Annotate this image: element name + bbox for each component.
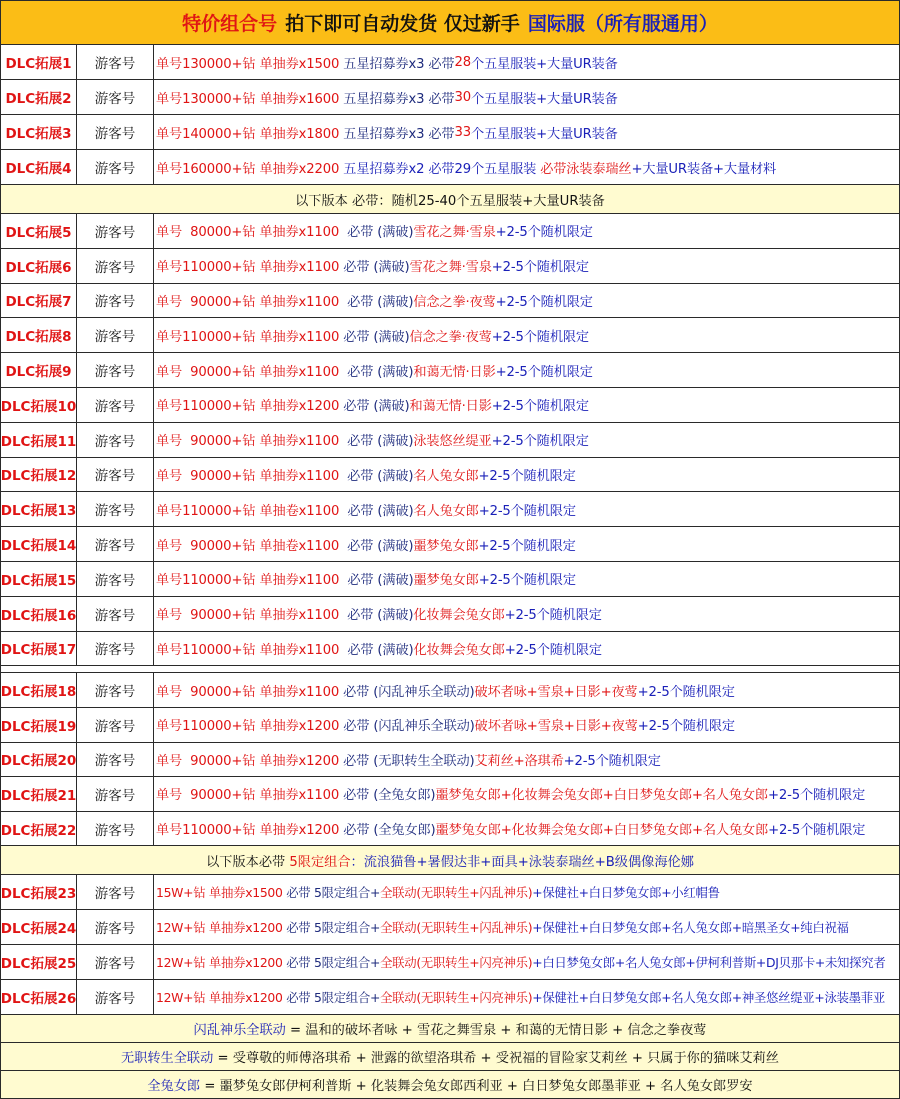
table-row bbox=[0, 743, 900, 778]
package-description bbox=[154, 45, 899, 79]
account-type: 游客号 bbox=[77, 249, 154, 283]
desc-highlight: 和蔼无情·日影 bbox=[409, 399, 492, 415]
desc-guarantee: 必带 5限定组合+ bbox=[282, 920, 381, 936]
desc-price: 单号 90000+钻 单抽券x1100 bbox=[156, 684, 340, 700]
desc-price: 单号140000+钻 单抽券x1800 bbox=[156, 126, 340, 142]
table-row bbox=[0, 632, 900, 667]
legend-row bbox=[0, 1043, 900, 1071]
package-name: DLC拓展3 bbox=[1, 115, 77, 149]
account-type: 游客号 bbox=[77, 492, 154, 526]
table-row bbox=[0, 875, 900, 910]
account-type: 游客号 bbox=[77, 673, 154, 707]
package-name: DLC拓展4 bbox=[1, 150, 77, 184]
desc-price: 单号 90000+钻 单抽券x1100 bbox=[156, 468, 340, 484]
desc-price: 15W+钻 单抽券x1500 bbox=[156, 885, 283, 901]
legend-row bbox=[0, 1071, 900, 1099]
account-type: 游客号 bbox=[77, 875, 154, 909]
package-description bbox=[154, 115, 899, 149]
package-description bbox=[154, 458, 899, 492]
title-main: 拍下即可自动发货 仅过新手 bbox=[285, 13, 520, 35]
desc-extra: 个五星服装+大量UR装备 bbox=[470, 56, 618, 72]
desc-extra: +大量UR装备+大量材料 bbox=[631, 161, 777, 177]
table-row bbox=[0, 45, 900, 80]
desc-price: 单号 90000+钻 单抽券x1100 bbox=[156, 608, 340, 624]
desc-extra: +2-5个随机限定 bbox=[637, 684, 735, 700]
package-name: DLC拓展12 bbox=[1, 458, 77, 492]
account-type: 游客号 bbox=[77, 910, 154, 944]
table-row bbox=[0, 812, 900, 847]
desc-extra: +2-5个随机限定 bbox=[495, 364, 593, 380]
account-type: 游客号 bbox=[77, 388, 154, 422]
desc-guarantee: 必带 (全兔女郎) bbox=[339, 788, 436, 804]
desc-highlight: 名人兔女郎 bbox=[413, 503, 479, 519]
package-name: DLC拓展22 bbox=[1, 812, 77, 846]
note-banner: 以下版本 必带：随机25-40个五星服装+大量UR装备 bbox=[0, 185, 900, 214]
desc-guarantee: 必带 (满破) bbox=[339, 468, 414, 484]
desc-extra: +2-5个随机限定 bbox=[504, 642, 602, 658]
desc-price: 单号130000+钻 单抽券x1600 bbox=[156, 91, 340, 107]
package-name: DLC拓展13 bbox=[1, 492, 77, 526]
legend-text: = 噩梦兔女郎伊柯利普斯 + 化装舞会兔女郎西利亚 + 白日梦兔女郎墨菲亚 + 名人兔女郎罗安 bbox=[200, 1078, 753, 1094]
table-row bbox=[0, 353, 900, 388]
package-description bbox=[154, 597, 899, 631]
package-description bbox=[154, 777, 899, 811]
desc-extra: +2-5个随机限定 bbox=[491, 399, 589, 415]
desc-guarantee: 必带 5限定组合+ bbox=[282, 885, 381, 901]
package-name: DLC拓展10 bbox=[1, 388, 77, 422]
desc-extra: +2-5个随机限定 bbox=[504, 608, 602, 624]
package-description bbox=[154, 673, 899, 707]
desc-guarantee: 必带 (满破) bbox=[339, 260, 410, 276]
package-name: DLC拓展8 bbox=[1, 318, 77, 352]
account-type: 游客号 bbox=[77, 562, 154, 596]
account-type: 游客号 bbox=[77, 743, 154, 777]
package-name: DLC拓展5 bbox=[1, 214, 77, 248]
account-type: 游客号 bbox=[77, 80, 154, 114]
account-type: 游客号 bbox=[77, 632, 154, 666]
desc-extra: +2-5个随机限定 bbox=[495, 294, 593, 310]
desc-price: 单号160000+钻 单抽券x2200 bbox=[156, 161, 340, 177]
desc-guarantee: 必带 (满破) bbox=[339, 503, 414, 519]
desc-guarantee: 必带 5限定组合+ bbox=[282, 954, 381, 970]
table-row bbox=[0, 423, 900, 458]
desc-price: 单号110000+钻 单抽卷x1100 bbox=[156, 503, 340, 519]
package-name: DLC拓展26 bbox=[1, 980, 77, 1014]
desc-extra: +2-5个随机限定 bbox=[768, 823, 866, 839]
package-name: DLC拓展25 bbox=[1, 945, 77, 979]
desc-price: 12W+钻 单抽券x1200 bbox=[156, 989, 283, 1005]
table-row bbox=[0, 150, 900, 185]
desc-highlight: 信念之拳·夜莺 bbox=[409, 329, 492, 345]
package-name: DLC拓展2 bbox=[1, 80, 77, 114]
desc-extra: +保健社+白日梦兔女郎+小红帽鲁 bbox=[532, 885, 720, 901]
table-row bbox=[0, 910, 900, 945]
package-name: DLC拓展1 bbox=[1, 45, 77, 79]
desc-guarantee: 必带 (满破) bbox=[339, 364, 414, 380]
package-description bbox=[154, 353, 899, 387]
desc-extra: +2-5个随机限定 bbox=[495, 225, 593, 241]
desc-extra: 个五星服装+大量UR装备 bbox=[470, 91, 618, 107]
package-description bbox=[154, 388, 899, 422]
desc-highlight: 33 bbox=[454, 124, 471, 140]
package-name: DLC拓展18 bbox=[1, 673, 77, 707]
desc-highlight: 28 bbox=[454, 54, 471, 70]
divider bbox=[0, 666, 900, 673]
desc-guarantee: 必带 (全兔女郎) bbox=[339, 823, 436, 839]
table-row bbox=[0, 115, 900, 150]
table-row bbox=[0, 284, 900, 319]
desc-extra: +保健社+白日梦兔女郎+名人兔女郎+暗黑圣女+纯白祝福 bbox=[532, 920, 849, 936]
package-name: DLC拓展20 bbox=[1, 743, 77, 777]
account-type: 游客号 bbox=[77, 597, 154, 631]
package-description bbox=[154, 910, 899, 944]
desc-highlight: 化妆舞会兔女郎 bbox=[413, 642, 505, 658]
sheet-title bbox=[0, 0, 900, 45]
package-description bbox=[154, 708, 899, 742]
desc-guarantee: 五星招募券x3 必带 bbox=[339, 91, 455, 107]
desc-guarantee: 必带 (满破) bbox=[339, 608, 414, 624]
table-row bbox=[0, 214, 900, 249]
package-name: DLC拓展23 bbox=[1, 875, 77, 909]
desc-guarantee: 必带 (无职转生全联动) bbox=[339, 753, 475, 769]
desc-guarantee: 必带 (满破) bbox=[339, 434, 414, 450]
desc-highlight: 泳装悠丝缇亚 bbox=[413, 434, 492, 450]
account-type: 游客号 bbox=[77, 458, 154, 492]
desc-price: 单号110000+钻 单抽券x1100 bbox=[156, 573, 340, 589]
package-description bbox=[154, 562, 899, 596]
desc-guarantee: 五星招募券x3 必带 bbox=[339, 126, 455, 142]
desc-price: 单号 90000+钻 单抽券x1100 bbox=[156, 434, 340, 450]
account-type: 游客号 bbox=[77, 115, 154, 149]
desc-extra: +2-5个随机限定 bbox=[478, 503, 576, 519]
legend-key: 全兔女郎 bbox=[147, 1078, 201, 1094]
desc-extra: +2-5个随机限定 bbox=[563, 753, 661, 769]
package-description bbox=[154, 812, 899, 846]
account-type: 游客号 bbox=[77, 777, 154, 811]
desc-extra: +保健社+白日梦兔女郎+名人兔女郎+神圣悠丝缇亚+泳装墨菲亚 bbox=[532, 989, 885, 1005]
desc-extra: +2-5个随机限定 bbox=[478, 468, 576, 484]
legend bbox=[0, 1015, 900, 1099]
table-row bbox=[0, 80, 900, 115]
table-row bbox=[0, 980, 900, 1015]
desc-guarantee: 必带 (满破) bbox=[339, 294, 414, 310]
desc-highlight: 噩梦兔女郎 bbox=[413, 538, 479, 554]
account-type: 游客号 bbox=[77, 423, 154, 457]
desc-price: 单号110000+钻 单抽券x1200 bbox=[156, 823, 340, 839]
package-description bbox=[154, 423, 899, 457]
desc-extra: +2-5个随机限定 bbox=[478, 573, 576, 589]
desc-extra: +2-5个随机限定 bbox=[478, 538, 576, 554]
package-name: DLC拓展14 bbox=[1, 527, 77, 561]
desc-guarantee: 必带 (闪乱神乐全联动) bbox=[339, 719, 475, 735]
title-highlight: 特价组合号 bbox=[182, 13, 278, 35]
table-row bbox=[0, 249, 900, 284]
desc-highlight: 破坏者咏+雪泉+日影+夜莺 bbox=[474, 719, 638, 735]
package-description bbox=[154, 284, 899, 318]
desc-highlight: 全联动(无职转生+闪亮神乐) bbox=[380, 954, 533, 970]
desc-highlight: 噩梦兔女郎+化妆舞会兔女郎+白日梦兔女郎+名人兔女郎 bbox=[435, 823, 769, 839]
desc-highlight: 名人兔女郎 bbox=[413, 468, 479, 484]
package-description bbox=[154, 980, 899, 1014]
desc-price: 单号110000+钻 单抽券x1100 bbox=[156, 642, 340, 658]
table-row bbox=[0, 318, 900, 353]
desc-guarantee: 必带 (闪乱神乐全联动) bbox=[339, 684, 475, 700]
account-type: 游客号 bbox=[77, 45, 154, 79]
package-name: DLC拓展7 bbox=[1, 284, 77, 318]
desc-extra: 个五星服装+大量UR装备 bbox=[470, 126, 618, 142]
desc-price: 单号 90000+钻 单抽券x1200 bbox=[156, 753, 340, 769]
package-description bbox=[154, 527, 899, 561]
desc-highlight: 化妆舞会兔女郎 bbox=[413, 608, 505, 624]
package-description bbox=[154, 743, 899, 777]
desc-extra: +2-5个随机限定 bbox=[491, 434, 589, 450]
desc-guarantee: 必带 (满破) bbox=[339, 329, 410, 345]
package-name: DLC拓展15 bbox=[1, 562, 77, 596]
legend-text: = 温和的破坏者咏 + 雪花之舞雪泉 + 和蔼的无情日影 + 信念之拳夜莺 bbox=[285, 1022, 707, 1038]
package-name: DLC拓展9 bbox=[1, 353, 77, 387]
desc-guarantee: 五星招募券x2 必带29个五星服装 bbox=[339, 161, 541, 177]
package-description bbox=[154, 632, 899, 666]
group-b bbox=[0, 214, 900, 666]
desc-highlight: 全联动(无职转生+闪乱神乐) bbox=[380, 920, 533, 936]
desc-highlight: 艾莉丝+洛琪希 bbox=[474, 753, 564, 769]
note-label: 以下版本必带 bbox=[206, 854, 290, 870]
legend-key: 闪乱神乐全联动 bbox=[193, 1022, 286, 1038]
account-type: 游客号 bbox=[77, 150, 154, 184]
account-type: 游客号 bbox=[77, 527, 154, 561]
legend-text: = 受尊敬的师傅洛琪希 + 泄露的欲望洛琪希 + 受祝福的冒险家艾莉丝 + 只属于你的猫咪艾莉丝 bbox=[213, 1050, 779, 1066]
desc-price: 12W+钻 单抽券x1200 bbox=[156, 954, 283, 970]
table-row bbox=[0, 562, 900, 597]
desc-price: 单号 90000+钻 单抽券x1100 bbox=[156, 364, 340, 380]
desc-extra: +白日梦兔女郎+名人兔女郎+伊柯利普斯+DJ贝那卡+未知探究者 bbox=[532, 954, 886, 970]
table-row bbox=[0, 492, 900, 527]
desc-price: 单号 80000+钻 单抽券x1100 bbox=[156, 225, 340, 241]
desc-highlight: 必带泳装泰瑞丝 bbox=[540, 161, 632, 177]
desc-highlight: 30 bbox=[454, 89, 471, 105]
legend-row bbox=[0, 1015, 900, 1043]
package-name: DLC拓展21 bbox=[1, 777, 77, 811]
group-c bbox=[0, 673, 900, 846]
title-server: 国际服（所有服通用） bbox=[527, 13, 718, 35]
package-description bbox=[154, 150, 899, 184]
package-name: DLC拓展24 bbox=[1, 910, 77, 944]
desc-guarantee: 必带 (满破) bbox=[339, 573, 414, 589]
package-description bbox=[154, 214, 899, 248]
package-description bbox=[154, 318, 899, 352]
desc-highlight: 噩梦兔女郎+化妆舞会兔女郎+白日梦兔女郎+名人兔女郎 bbox=[435, 788, 768, 804]
desc-price: 单号 90000+钻 单抽卷x1100 bbox=[156, 538, 340, 554]
desc-price: 单号130000+钻 单抽券x1500 bbox=[156, 56, 340, 72]
table-row bbox=[0, 708, 900, 743]
desc-highlight: 和蔼无情·日影 bbox=[413, 364, 496, 380]
legend-key: 无职转生全联动 bbox=[121, 1050, 214, 1066]
table-row bbox=[0, 597, 900, 632]
desc-extra: +2-5个随机限定 bbox=[491, 260, 589, 276]
desc-highlight: 雪花之舞·雪泉 bbox=[409, 260, 492, 276]
desc-highlight: 雪花之舞·雪泉 bbox=[413, 225, 496, 241]
desc-highlight: 全联动(无职转生+闪亮神乐) bbox=[380, 989, 533, 1005]
package-name: DLC拓展11 bbox=[1, 423, 77, 457]
desc-extra: +2-5个随机限定 bbox=[637, 719, 735, 735]
account-type: 游客号 bbox=[77, 318, 154, 352]
package-description bbox=[154, 80, 899, 114]
account-type: 游客号 bbox=[77, 284, 154, 318]
desc-extra: +2-5个随机限定 bbox=[767, 788, 866, 804]
note-highlight: 5限定组合 bbox=[289, 854, 351, 870]
desc-price: 单号110000+钻 单抽券x1100 bbox=[156, 329, 340, 345]
table-row bbox=[0, 777, 900, 812]
table-row bbox=[0, 673, 900, 708]
desc-guarantee: 必带 (满破) bbox=[339, 399, 410, 415]
package-name: DLC拓展17 bbox=[1, 632, 77, 666]
desc-guarantee: 必带 (满破) bbox=[339, 538, 414, 554]
group-d bbox=[0, 875, 900, 1014]
account-type: 游客号 bbox=[77, 708, 154, 742]
desc-guarantee: 必带 (满破) bbox=[339, 642, 414, 658]
account-type: 游客号 bbox=[77, 980, 154, 1014]
account-type: 游客号 bbox=[77, 353, 154, 387]
desc-price: 单号110000+钻 单抽券x1200 bbox=[156, 719, 340, 735]
package-name: DLC拓展6 bbox=[1, 249, 77, 283]
package-description bbox=[154, 945, 899, 979]
package-description bbox=[154, 875, 899, 909]
account-type: 游客号 bbox=[77, 214, 154, 248]
desc-guarantee: 必带 (满破) bbox=[339, 225, 414, 241]
desc-price: 12W+钻 单抽券x1200 bbox=[156, 920, 283, 936]
table-row bbox=[0, 388, 900, 423]
table-row bbox=[0, 945, 900, 980]
desc-guarantee: 五星招募券x3 必带 bbox=[339, 56, 455, 72]
table-row bbox=[0, 458, 900, 493]
desc-price: 单号 90000+钻 单抽券x1100 bbox=[156, 294, 340, 310]
package-description bbox=[154, 249, 899, 283]
desc-highlight: 全联动(无职转生+闪乱神乐) bbox=[380, 885, 533, 901]
group-a bbox=[0, 45, 900, 150]
table-row bbox=[0, 527, 900, 562]
desc-guarantee: 必带 5限定组合+ bbox=[282, 989, 381, 1005]
account-type: 游客号 bbox=[77, 945, 154, 979]
note-list: ：流浪猫鲁+暑假达非+面具+泳装泰瑞丝+B级偶像海伦娜 bbox=[350, 854, 694, 870]
desc-highlight: 破坏者咏+雪泉+日影+夜莺 bbox=[474, 684, 638, 700]
package-description bbox=[154, 492, 899, 526]
package-name: DLC拓展19 bbox=[1, 708, 77, 742]
account-type: 游客号 bbox=[77, 812, 154, 846]
desc-highlight: 噩梦兔女郎 bbox=[413, 573, 479, 589]
desc-price: 单号110000+钻 单抽券x1200 bbox=[156, 399, 340, 415]
package-name: DLC拓展16 bbox=[1, 597, 77, 631]
desc-extra: +2-5个随机限定 bbox=[491, 329, 589, 345]
desc-price: 单号110000+钻 单抽券x1100 bbox=[156, 260, 340, 276]
desc-price: 单号 90000+钻 单抽券x1100 bbox=[156, 788, 340, 804]
desc-highlight: 信念之拳·夜莺 bbox=[413, 294, 496, 310]
note-banner-limited bbox=[0, 846, 900, 875]
